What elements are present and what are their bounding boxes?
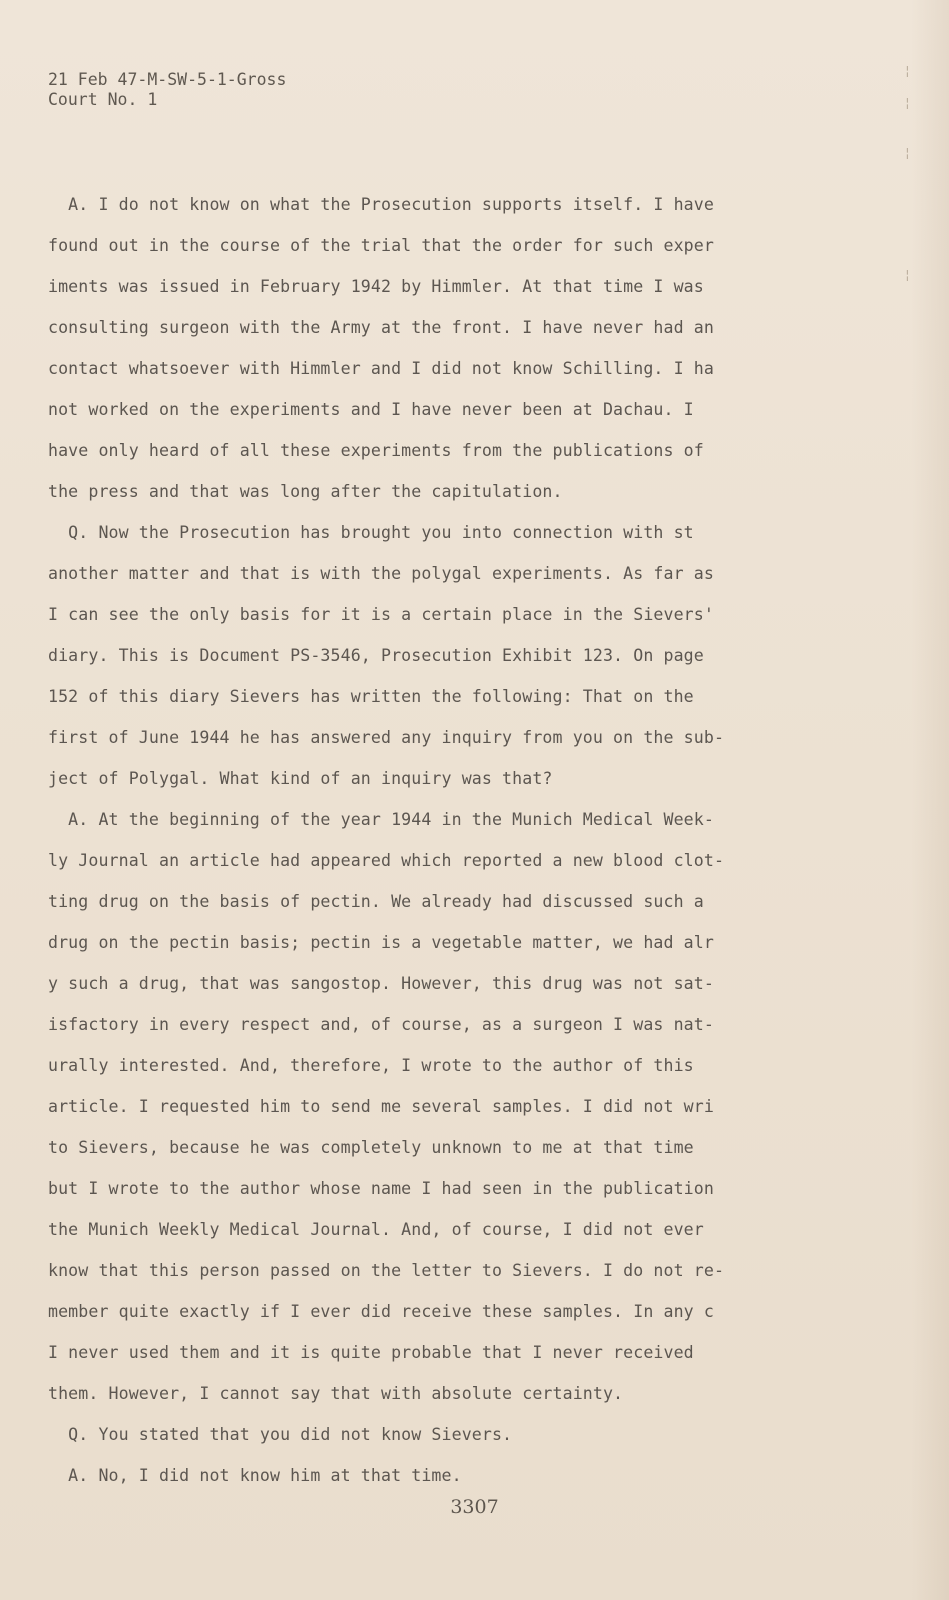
transcript-line: Q. You stated that you did not know Sievers. xyxy=(48,1425,513,1444)
transcript-line: consulting surgeon with the Army at the front. I have never had an xyxy=(48,318,714,337)
transcript-line: article. I requested him to send me several samples. I did not wri xyxy=(48,1097,714,1116)
transcript-line: the press and that was long after the capitulation. xyxy=(48,482,563,501)
transcript-line: know that this person passed on the letter to Sievers. I do not re- xyxy=(48,1261,725,1280)
transcript-line: A. I do not know on what the Prosecution supports itself. I have xyxy=(48,195,714,214)
transcript-line: 152 of this diary Sievers has written the following: That on the xyxy=(48,687,694,706)
header-court: Court No. 1 xyxy=(48,90,158,109)
transcript-body xyxy=(48,184,860,1496)
transcript-line: them. However, I cannot say that with absolute certainty. xyxy=(48,1384,624,1403)
transcript-line: Q. Now the Prosecution has brought you into connection with st xyxy=(48,523,694,542)
page-number: 3307 xyxy=(450,1496,499,1518)
transcript-line: ject of Polygal. What kind of an inquiry was that? xyxy=(48,769,553,788)
transcript-line: first of June 1944 he has answered any inquiry from you on the sub- xyxy=(48,728,725,747)
margin-mark: ¦ xyxy=(903,64,911,78)
transcript-line: A. No, I did not know him at that time. xyxy=(48,1466,462,1485)
transcript-line: isfactory in every respect and, of course, as a surgeon I was nat- xyxy=(48,1015,714,1034)
paper-edge-shadow xyxy=(911,0,949,1600)
header-reference: 21 Feb 47-M-SW-5-1-Gross xyxy=(48,70,287,89)
transcript-line: iments was issued in February 1942 by Himmler. At that time I was xyxy=(48,277,704,296)
transcript-line: not worked on the experiments and I have never been at Dachau. I xyxy=(48,400,694,419)
transcript-line: have only heard of all these experiments from the publications of xyxy=(48,441,704,460)
transcript-line: urally interested. And, therefore, I wrote to the author of this xyxy=(48,1056,694,1075)
document-header xyxy=(48,70,286,110)
transcript-line: I can see the only basis for it is a certain place in the Sievers' xyxy=(48,605,714,624)
transcript-line: member quite exactly if I ever did receive these samples. In any c xyxy=(48,1302,714,1321)
transcript-line: A. At the beginning of the year 1944 in the Munich Medical Week- xyxy=(48,810,714,829)
transcript-line: y such a drug, that was sangostop. However, this drug was not sat- xyxy=(48,974,714,993)
margin-mark: ¦ xyxy=(903,146,911,160)
transcript-line: ly Journal an article had appeared which reported a new blood clot- xyxy=(48,851,725,870)
transcript-line: the Munich Weekly Medical Journal. And, of course, I did not ever xyxy=(48,1220,704,1239)
transcript-line: but I wrote to the author whose name I had seen in the publication xyxy=(48,1179,714,1198)
margin-mark: ¦ xyxy=(903,96,911,110)
margin-mark: ¦ xyxy=(903,268,911,282)
transcript-line: drug on the pectin basis; pectin is a vegetable matter, we had alr xyxy=(48,933,714,952)
transcript-line: found out in the course of the trial that the order for such exper xyxy=(48,236,714,255)
transcript-line: I never used them and it is quite probable that I never received xyxy=(48,1343,694,1362)
transcript-line: ting drug on the basis of pectin. We already had discussed such a xyxy=(48,892,704,911)
transcript-line: another matter and that is with the polygal experiments. As far as xyxy=(48,564,714,583)
transcript-line: diary. This is Document PS-3546, Prosecution Exhibit 123. On page xyxy=(48,646,704,665)
transcript-line: to Sievers, because he was completely unknown to me at that time xyxy=(48,1138,694,1157)
transcript-line: contact whatsoever with Himmler and I did not know Schilling. I ha xyxy=(48,359,714,378)
